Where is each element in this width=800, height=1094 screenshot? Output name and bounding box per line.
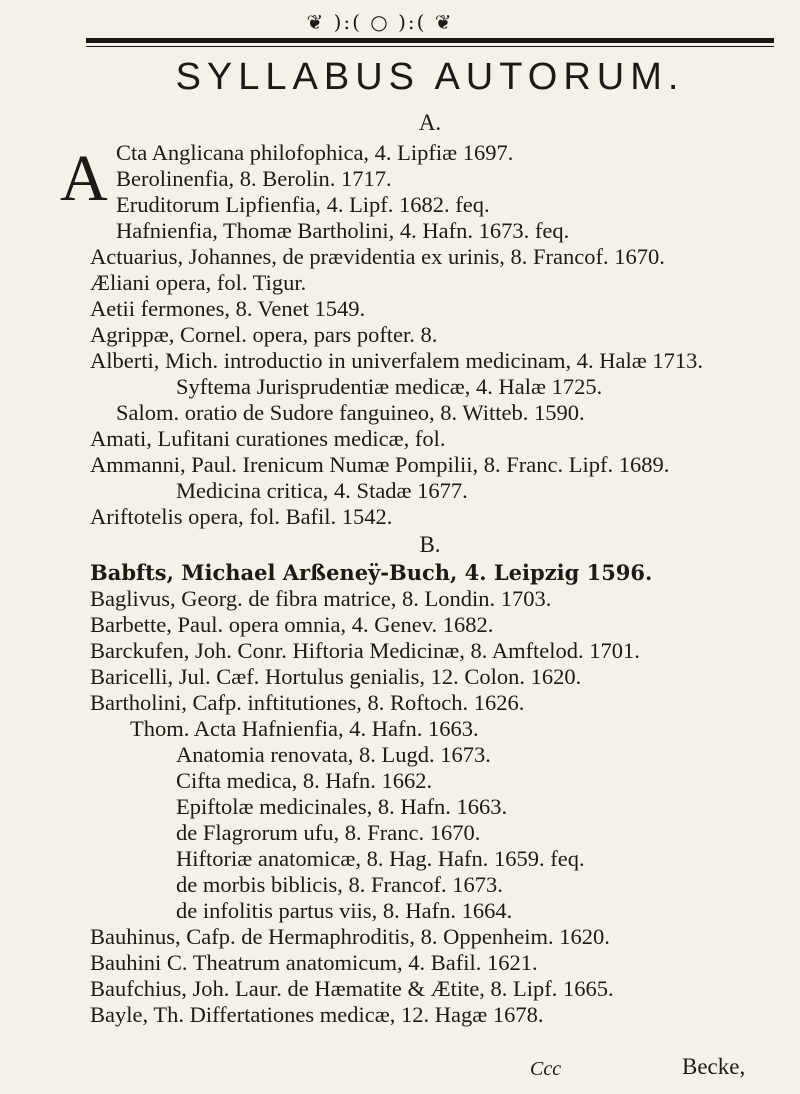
entry-line: Ariftotelis opera, fol. Bafil. 1542. bbox=[90, 504, 393, 529]
entry-line: Epiftolæ medicinales, 8. Hafn. 1663. bbox=[176, 794, 508, 819]
section-letter-b: B. bbox=[419, 532, 441, 557]
entry-line: Bayle, Th. Differtationes medicæ, 12. Hagæ 1678. bbox=[90, 1002, 544, 1027]
entry-line: de morbis biblicis, 8. Francof. 1673. bbox=[176, 872, 503, 897]
entry-line: Eruditorum Lipfienfia, 4. Lipf. 1682. feq. bbox=[116, 192, 490, 217]
entry-line: Baglivus, Georg. de fibra matrice, 8. Londin. 1703. bbox=[90, 586, 552, 611]
header-rule-thick bbox=[86, 38, 774, 43]
entry-line: Actuarius, Johannes, de prævidentia ex urinis, 8. Francof. 1670. bbox=[90, 244, 665, 269]
signature-mark: Ccc bbox=[530, 1058, 562, 1080]
header-ornament: ❦ ):( ○ ):( ❦ bbox=[306, 10, 454, 34]
entry-line: Thom. Acta Hafnienfia, 4. Hafn. 1663. bbox=[130, 716, 479, 741]
entry-line: Baricelli, Jul. Cæf. Hortulus genialis, 12. Colon. 1620. bbox=[90, 664, 582, 689]
entry-line: Barckufen, Joh. Conr. Hiftoria Medicinæ, 8. Amftelod. 1701. bbox=[90, 638, 640, 663]
entry-line: Anatomia renovata, 8. Lugd. 1673. bbox=[176, 742, 491, 767]
entry-line: Ammanni, Paul. Irenicum Numæ Pompilii, 8. Franc. Lipf. 1689. bbox=[90, 452, 670, 477]
entry-line: Baufchius, Joh. Laur. de Hæmatite & Ætite, 8. Lipf. 1665. bbox=[90, 976, 614, 1001]
entry-line: Agrippæ, Cornel. opera, pars pofter. 8. bbox=[90, 322, 438, 347]
entry-line: Amati, Lufitani curationes medicæ, fol. bbox=[90, 426, 446, 451]
entry-line: de infolitis partus viis, 8. Hafn. 1664. bbox=[176, 898, 513, 923]
entry-line: Medicina critica, 4. Stadæ 1677. bbox=[176, 478, 468, 503]
entry-line: Barbette, Paul. opera omnia, 4. Genev. 1682. bbox=[90, 612, 494, 637]
entry-line: Aetii fermones, 8. Venet 1549. bbox=[90, 296, 366, 321]
entry-line: Alberti, Mich. introductio in univerfalem medicinam, 4. Halæ 1713. bbox=[90, 348, 703, 373]
drop-cap-a: A bbox=[60, 142, 108, 215]
entry-line: Berolinenfia, 8. Berolin. 1717. bbox=[116, 166, 392, 191]
entry-line: Hafnienfia, Thomæ Bartholini, 4. Hafn. 1673. feq. bbox=[116, 218, 570, 243]
entry-line: Bauhinus, Cafp. de Hermaphroditis, 8. Oppenheim. 1620. bbox=[90, 924, 610, 949]
entry-line: Cifta medica, 8. Hafn. 1662. bbox=[176, 768, 433, 793]
entry-line: Cta Anglicana philofophica, 4. Lipfiæ 1697. bbox=[116, 140, 514, 165]
page-title: SYLLABUS AUTORUM. bbox=[175, 56, 685, 98]
entry-line: Æliani opera, fol. Tigur. bbox=[90, 270, 307, 295]
entry-line: Babfts, Michael Arßeneÿ-Buch, 4. Leipzig 1596. bbox=[90, 560, 653, 585]
catchword: Becke, bbox=[682, 1054, 746, 1079]
entry-line: de Flagrorum ufu, 8. Franc. 1670. bbox=[176, 820, 481, 845]
entry-line: Hiftoriæ anatomicæ, 8. Hag. Hafn. 1659. feq. bbox=[176, 846, 585, 871]
entry-line: Syftema Jurisprudentiæ medicæ, 4. Halæ 1725. bbox=[176, 374, 603, 399]
entry-line: Bauhini C. Theatrum anatomicum, 4. Bafil. 1621. bbox=[90, 950, 538, 975]
header-rule-thin bbox=[86, 46, 774, 47]
section-letter-a: A. bbox=[418, 110, 442, 135]
entry-line: Bartholini, Cafp. inftitutiones, 8. Roftoch. 1626. bbox=[90, 690, 525, 715]
entry-line: Salom. oratio de Sudore fanguineo, 8. Witteb. 1590. bbox=[116, 400, 585, 425]
